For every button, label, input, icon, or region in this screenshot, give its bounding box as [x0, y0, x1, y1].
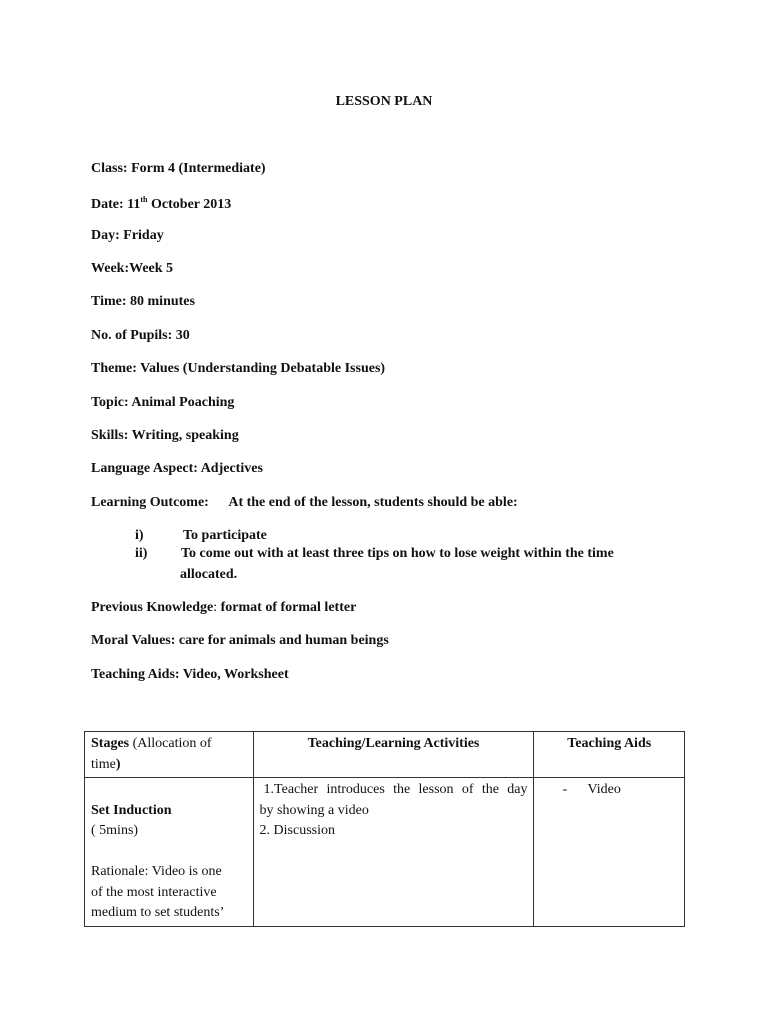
skills-value: Writing, speaking	[131, 428, 239, 443]
outcome-item	[135, 528, 267, 544]
rationale-line: Rationale: Video is one	[91, 864, 222, 879]
header-stages	[85, 732, 254, 778]
outcome-number: ii)	[135, 546, 148, 561]
time-label: Time:	[91, 294, 127, 309]
page-title: LESSON PLAN	[335, 94, 433, 109]
stage-time: ( 5mins)	[91, 823, 139, 838]
rationale-line: medium to set students’	[91, 905, 225, 920]
header-stages-close: )	[115, 756, 121, 772]
stage-cell	[85, 778, 254, 927]
time-field	[91, 294, 195, 310]
previous-knowledge-separator: :	[213, 600, 218, 615]
previous-knowledge-field	[91, 600, 356, 616]
aid-dash: -	[562, 782, 568, 797]
outcome-continuation: allocated.	[180, 567, 238, 582]
activity-line: 1.Teacher introduces the lesson of the day	[263, 782, 528, 797]
activities-cell	[253, 778, 534, 927]
day-field	[91, 228, 164, 244]
aid-item	[540, 780, 678, 801]
outcome-text: To participate	[183, 528, 267, 543]
day-label: Day:	[91, 228, 120, 243]
outcome-text: To come out with at least three tips on how to lose weight within the time	[181, 546, 614, 561]
header-activities: Teaching/Learning Activities	[253, 732, 534, 778]
class-label: Class:	[91, 161, 128, 176]
class-field	[91, 161, 266, 177]
previous-knowledge-label: Previous Knowledge	[91, 600, 214, 615]
date-rest: October 2013	[151, 197, 232, 212]
theme-label: Theme:	[91, 361, 137, 376]
class-value: Form 4 (Intermediate)	[131, 161, 266, 176]
moral-values-label: Moral Values:	[91, 633, 176, 648]
stage-name: Set Induction	[91, 802, 172, 818]
theme-field	[91, 361, 385, 377]
date-suffix: th	[140, 195, 148, 204]
language-aspect-field	[91, 461, 263, 477]
activity-line: 2. Discussion	[259, 823, 335, 838]
pupils-label: No. of Pupils:	[91, 328, 173, 343]
topic-label: Topic:	[91, 395, 129, 410]
day-value: Friday	[123, 228, 164, 243]
learning-outcome-label: Learning Outcome:	[91, 495, 209, 510]
moral-values-field	[91, 633, 389, 649]
pupils-value: 30	[175, 328, 190, 343]
learning-outcome-field	[91, 495, 518, 511]
topic-value: Animal Poaching	[131, 395, 235, 410]
teaching-aids-field	[91, 667, 289, 683]
header-stages-bold: Stages	[91, 736, 130, 751]
theme-value: Values (Understanding Debatable Issues)	[140, 361, 386, 376]
teaching-aids-label: Teaching Aids:	[91, 667, 180, 682]
skills-label: Skills:	[91, 428, 129, 443]
table-header-row	[85, 732, 685, 778]
header-stages-rest: (Allocation of	[132, 736, 212, 751]
language-aspect-value: Adjectives	[200, 461, 263, 476]
time-value: 80 minutes	[130, 294, 195, 309]
teaching-aids-value: Video, Worksheet	[182, 667, 289, 682]
previous-knowledge-value: format of formal letter	[220, 600, 357, 615]
outcome-number: i)	[135, 528, 144, 543]
date-field	[91, 195, 231, 213]
outcome-item	[135, 546, 614, 562]
activity-line: by showing a video	[259, 802, 369, 818]
week-label: Week:	[91, 261, 130, 276]
learning-outcome-value: At the end of the lesson, students should be able:	[228, 495, 518, 510]
skills-field	[91, 428, 239, 444]
date-label: Date:	[91, 197, 124, 212]
lesson-stages-table	[84, 731, 685, 927]
topic-field	[91, 395, 234, 411]
aid-text: Video	[587, 782, 621, 797]
week-value: Week 5	[129, 261, 174, 276]
date-day: 11	[127, 197, 141, 212]
header-stages-time: time	[91, 756, 116, 772]
header-teaching-aids: Teaching Aids	[534, 732, 685, 778]
table-row	[85, 778, 685, 927]
pupils-field	[91, 328, 190, 344]
language-aspect-label: Language Aspect:	[91, 461, 198, 476]
moral-values-value: care for animals and human beings	[178, 633, 389, 648]
aids-cell	[534, 778, 685, 927]
rationale-line: of the most interactive	[91, 884, 217, 900]
week-field	[91, 261, 173, 277]
